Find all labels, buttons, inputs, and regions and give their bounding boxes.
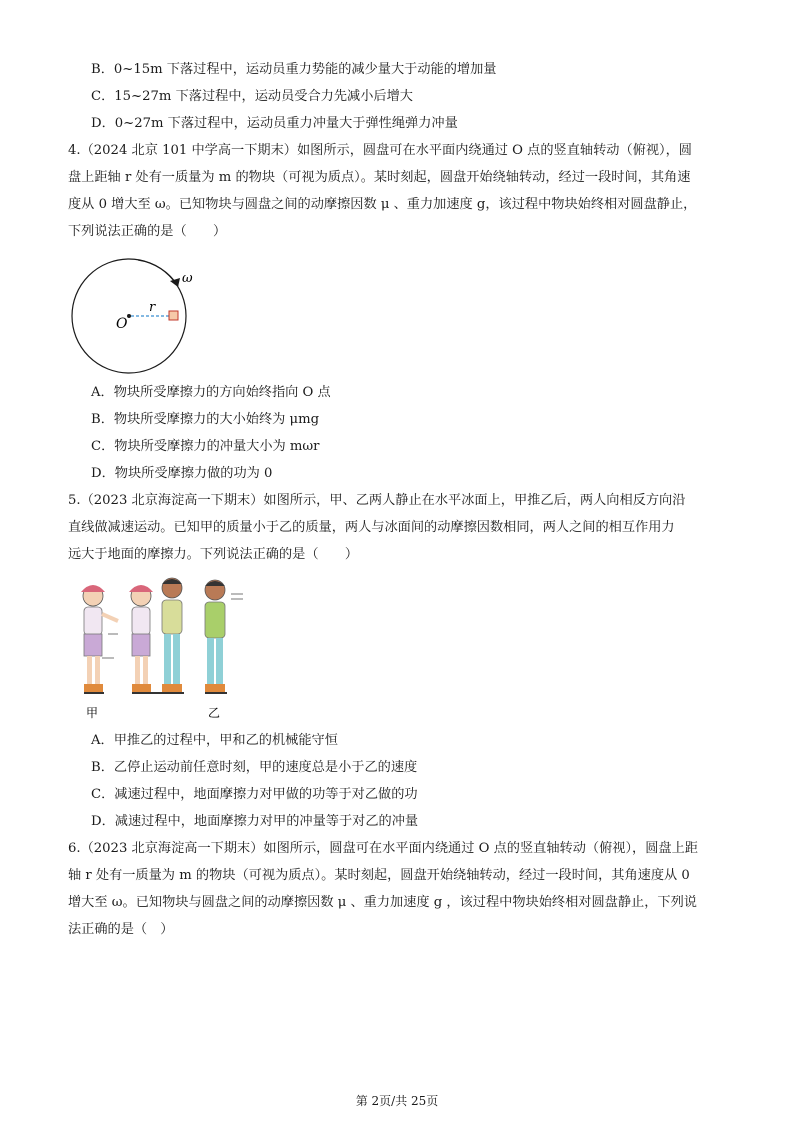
skater-pair-icon	[129, 578, 184, 693]
q5-option-b: B．乙停止运动前任意时刻，甲的速度总是小于乙的速度	[91, 760, 418, 775]
q5-skaters-figure	[68, 574, 258, 724]
skater-label-yi: 乙	[208, 706, 221, 720]
q3-option-c: C．15~27m 下落过程中，运动员受合力先减小后增大	[91, 89, 413, 104]
q6-stem-line-2: 轴 r 处有一质量为 m 的物块（可视为质点）。某时刻起，圆盘开始绕轴转动，经过一段时间，其角速度从 0	[68, 868, 690, 883]
center-point	[127, 314, 131, 318]
skater-yi-icon	[205, 580, 243, 693]
q4-option-a: A．物块所受摩擦力的方向始终指向 O 点	[91, 385, 331, 400]
skater-jia-icon	[81, 585, 118, 693]
arrow-head	[170, 278, 180, 287]
q4-stem-line-4: 下列说法正确的是（ ）	[68, 224, 227, 239]
q4-stem-line-2: 盘上距轴 r 处有一质量为 m 的物块（可视为质点）。某时刻起，圆盘开始绕轴转动，经过一段时间，其角速	[68, 170, 691, 185]
q6-stem-line-3: 增大至 ω。已知物块与圆盘之间的动摩擦因数 μ 、重力加速度 g ，该过程中物块始终相对圆盘静止，下列说	[68, 895, 697, 910]
q4-stem-line-1: 4.（2024 北京 101 中学高一下期末）如图所示，圆盘可在水平面内绕通过 O 点的竖直轴转动（俯视），圆	[68, 143, 692, 158]
q5-stem-line-1: 5.（2023 北京海淀高一下期末）如图所示，甲、乙两人静止在水平冰面上，甲推乙后，两人向相反方向沿	[68, 493, 686, 508]
page-footer: 第 2页/共 25页	[355, 1094, 439, 1108]
center-label: O	[116, 316, 128, 332]
q6-stem-line-1: 6.（2023 北京海淀高一下期末）如图所示，圆盘可在水平面内绕通过 O 点的竖直轴转动（俯视），圆盘上距	[68, 841, 698, 856]
q5-stem-line-2: 直线做减速运动。已知甲的质量小于乙的质量，两人与冰面间的动摩擦因数相同，两人之间的相互作用力	[68, 520, 675, 535]
q4-option-d: D．物块所受摩擦力做的功为 0	[91, 466, 273, 481]
q4-stem-line-3: 度从 0 增大至 ω。已知物块与圆盘之间的动摩擦因数 μ 、重力加速度 g，该过程中物块始终相对圆盘静止，	[68, 197, 697, 212]
q5-option-c: C．减速过程中，地面摩擦力对甲做的功等于对乙做的功	[91, 787, 418, 802]
radius-label: r	[149, 300, 156, 315]
q3-option-d: D．0~27m 下落过程中，运动员重力冲量大于弹性绳弹力冲量	[91, 116, 458, 131]
q6-stem-line-4: 法正确的是（ ）	[68, 922, 174, 937]
q4-option-b: B．物块所受摩擦力的大小始终为 μmg	[91, 412, 320, 427]
omega-label: ω	[182, 271, 193, 286]
q4-option-c: C．物块所受摩擦力的冲量大小为 mωr	[91, 439, 320, 454]
skater-label-jia: 甲	[86, 706, 99, 720]
block-mass	[169, 311, 178, 320]
q5-stem-line-3: 远大于地面的摩擦力。下列说法正确的是（ ）	[68, 547, 359, 562]
q3-option-b: B．0~15m 下落过程中，运动员重力势能的减少量大于动能的增加量	[91, 62, 497, 77]
q4-disk-figure	[66, 248, 206, 378]
q5-option-d: D．减速过程中，地面摩擦力对甲的冲量等于对乙的冲量	[91, 814, 419, 829]
q5-option-a: A．甲推乙的过程中，甲和乙的机械能守恒	[91, 733, 338, 748]
